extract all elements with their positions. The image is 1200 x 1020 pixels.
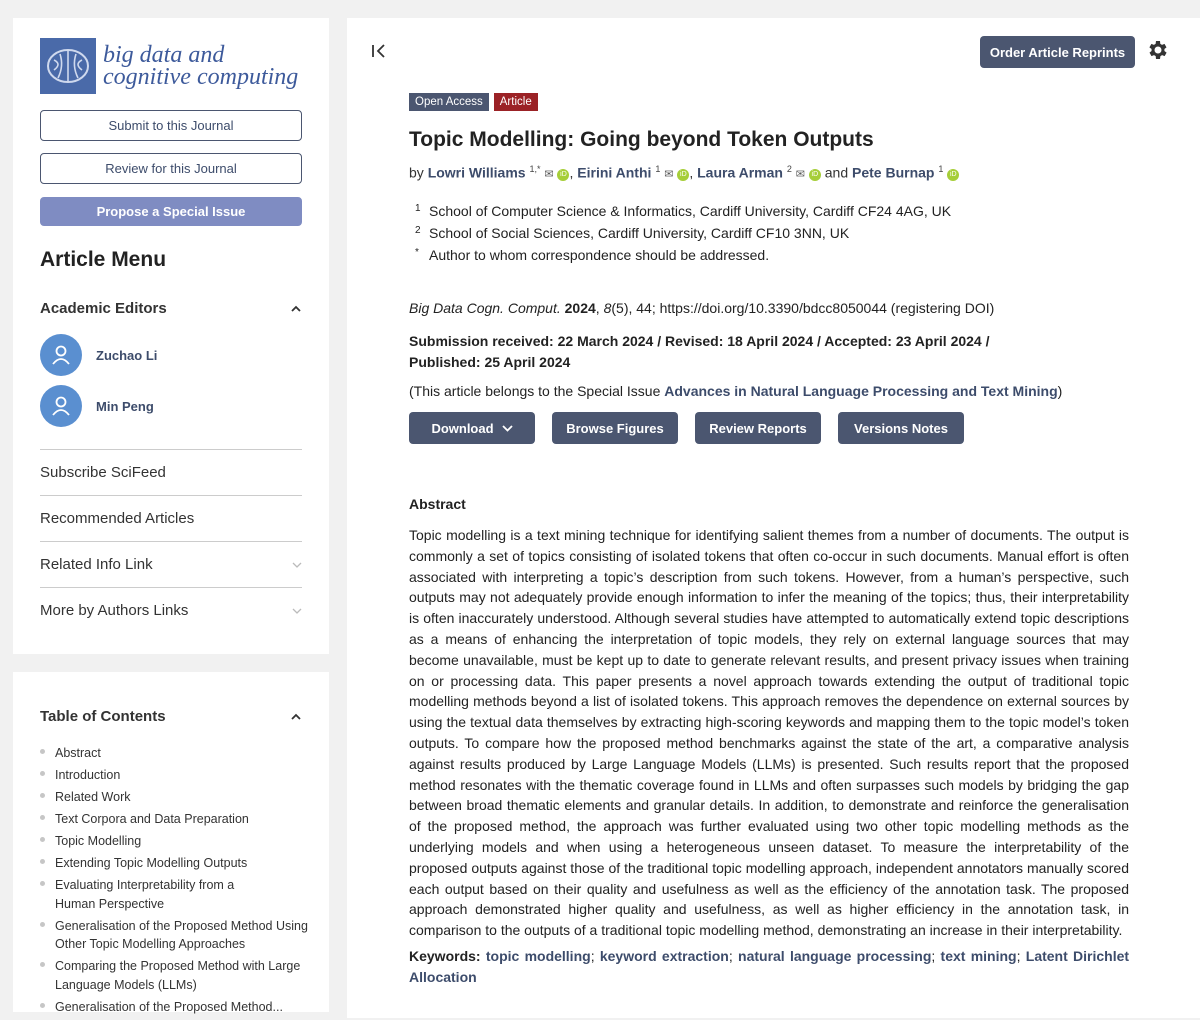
author-name[interactable]: Pete Burnap [852,164,935,181]
editor-item[interactable] [40,385,154,427]
citation-year: 2024 [564,300,596,316]
chevron-up-icon [290,713,302,721]
affiliations [409,203,1129,269]
side-link-label: Related Info Link [40,556,153,573]
article-main [347,18,1200,1018]
author-affiliation-mark: 1,* [529,164,541,174]
toc-item[interactable]: Comparing the Proposed Method with Large Language Models (LLMs) [40,957,322,994]
editor-name[interactable]: Zuchao Li [96,347,158,363]
citation-rest: (5), 44; https://doi.org/10.3390/bdcc8050044 (registering DOI) [611,300,995,316]
author-name[interactable]: Eirini Anthi [577,164,652,181]
brain-icon [40,38,96,94]
abstract-text: Topic modelling is a text mining technique for identifying salient themes from a number of documents. The output is commonly a set of topics consisting of isolated tokens that often co-occur in such documents. Manual effort is often associated with interpreting a topic’s description from such tokens. However, from a human’s perspective, such outputs may not adequately provide enough information to infer the meaning of the topics; thus, their interpretability is often inaccurately understood. Although several studies have attempted to automatically extend topic descriptions as a means of enhancing the interpretation of topic models, they rely on external language sources that may become unavailable, must be kept up to date to generate relevant results, and present privacy issues when training on or processing data. This paper presents a novel approach towards extending the output of traditional topic modelling methods beyond a list of isolated tokens. This approach removes the dependence on external sources by using the textual data themselves by extracting high-scoring keywords and mapping them to the topic model’s token outputs. To compare how the proposed method benchmarks against the state of the art, a comparative analysis against results produced by Large Language Models (LLMs) is presented. Such results report that the proposed method resonates with the thematic coverage found in LLMs and often surpasses such models by bridging the gap between broad thematic elements and granular details. In addition, to demonstrate and reinforce the generalisation of the proposed method, the approach was further evaluated using two other topic modelling methods as the underlying models and when using a heterogeneous unseen dataset. To measure the interpretability of the proposed outputs against those of the traditional topic modelling approach, independent annotators manually scored each output based on their quality and usefulness as well as the efficiency of the annotation task. The proposed approach demonstrated higher quality and usefulness, as well as higher efficiency in the annotation task, in comparison to the outputs of a traditional topic modelling method, demonstrating an increase in their interpretability. [409,527,1129,939]
review-reports-button[interactable]: Review Reports [695,412,821,444]
journal-logo[interactable] [40,38,298,94]
and-label: and [824,164,849,181]
keyword-link[interactable]: Latent Dirichlet Allocation [409,948,1130,985]
keyword-link[interactable]: text mining [940,948,1017,964]
orcid-icon[interactable]: iD [677,169,689,181]
chevron-down-icon [292,562,302,568]
author-affiliation-mark: 1 [655,164,661,174]
keyword-link[interactable]: keyword extraction [599,948,729,964]
mail-icon[interactable]: ✉ [664,168,674,181]
toc-title: Table of Contents [40,708,166,725]
editor-item[interactable] [40,334,157,376]
chevron-down-icon [292,608,302,614]
avatar-icon [40,385,82,427]
editor-name[interactable]: Min Peng [96,398,154,414]
mail-icon[interactable]: ✉ [795,168,805,181]
special-issue-note [409,383,1129,399]
chevron-down-icon [502,425,513,432]
keyword-link[interactable]: natural language processing [738,948,932,964]
by-label: by [409,164,424,181]
publication-dates: Submission received: 22 March 2024 / Revised: 18 April 2024 / Accepted: 23 April 2024 / Published: 25 April 2024 [409,333,990,370]
open-access-badge[interactable]: Open Access [409,93,489,111]
chevron-up-icon [290,305,302,313]
side-link-label: Subscribe SciFeed [40,464,166,481]
author-list: by Lowri Williams $^{1,*}$ ✉ iD , Eirini Anthi $^1$ ✉ iD , Laura Arman $^2$ ✉ iD and Pete Burnap $^1$ iD [409,164,1129,181]
review-journal-button[interactable]: Review for this Journal [40,153,302,184]
related-info-link[interactable] [40,541,302,587]
academic-editors-toggle[interactable] [40,300,302,317]
special-prefix: (This article belongs to the Special Issue [409,383,665,399]
toc-item[interactable]: Generalisation of the Proposed Method... [40,998,322,1017]
toc-item[interactable]: Extending Topic Modelling Outputs [40,854,322,873]
toc-item[interactable]: Related Work [40,788,322,807]
recommended-articles-link[interactable] [40,495,302,541]
toc-item[interactable]: Generalisation of the Proposed Method Using Other Topic Modelling Approaches [40,917,322,954]
side-link-label: More by Authors Links [40,602,189,619]
keywords: Keywords: topic modelling; keyword extraction; natural language processing; text mining; Latent Dirichlet Allocation [409,948,1130,985]
keywords-label: Keywords: [409,948,481,964]
article-menu-title: Article Menu [40,248,167,271]
journal-name-line1: big data and [103,42,225,68]
author-name[interactable]: Laura Arman [697,164,783,181]
affiliation-row [409,225,1129,241]
toc-toggle[interactable] [40,708,302,725]
table-of-contents-panel [13,672,329,1012]
citation-volume: 8 [603,300,612,316]
special-issue-link[interactable]: Advances in Natural Language Processing and Text Mining [664,383,1058,399]
submit-journal-button[interactable]: Submit to this Journal [40,110,302,141]
article-sidebar [13,18,329,654]
author-affiliation-mark: 1 [938,164,944,174]
order-reprints-button[interactable]: Order Article Reprints [980,36,1135,68]
affiliation-text: School of Social Sciences, Cardiff University, Cardiff CF10 3NN, UK [429,225,850,241]
propose-special-issue-button[interactable]: Propose a Special Issue [40,197,302,226]
special-suffix: ) [1057,383,1063,399]
versions-notes-button[interactable]: Versions Notes [838,412,964,444]
gear-icon[interactable] [1145,38,1169,67]
author-affiliation-mark: 2 [786,164,792,174]
citation-journal: Big Data Cogn. Comput. [409,300,561,316]
subscribe-scifeed-link[interactable] [40,449,302,495]
article-actions [409,412,1129,444]
collapse-sidebar-icon[interactable] [371,42,387,65]
download-label: Download [431,420,494,436]
toc-item[interactable]: Evaluating Interpretability from a Human Perspective [40,876,322,913]
toc-list [40,744,322,1020]
toc-item[interactable]: Abstract [40,744,322,763]
orcid-icon[interactable]: iD [557,169,569,181]
abstract-heading: Abstract [409,496,466,512]
orcid-icon[interactable]: iD [809,169,821,181]
affiliation-row [409,247,1129,263]
mail-icon[interactable]: ✉ [544,168,554,181]
academic-editors-heading: Academic Editors [40,300,167,317]
browse-figures-button[interactable]: Browse Figures [552,412,678,444]
toc-item[interactable]: Text Corpora and Data Preparation [40,810,322,829]
affiliation-number: 1 [415,203,421,214]
affiliation-number: 2 [415,225,421,236]
toc-item[interactable]: Topic Modelling [40,832,322,851]
more-by-authors-link[interactable] [40,587,302,633]
affiliation-row [409,203,1129,219]
avatar-icon [40,334,82,376]
article-type-badge: Article [494,93,538,111]
download-button[interactable] [409,412,535,444]
article-title: Topic Modelling: Going beyond Token Outputs [409,128,874,151]
affiliation-text: School of Computer Science & Informatics, Cardiff University, Cardiff CF24 4AG, UK [429,203,952,219]
keyword-link[interactable]: topic modelling [485,948,591,964]
journal-name-line2: cognitive computing [103,64,299,90]
citation: Big Data Cogn. Comput. 2024, 8(5), 44; https://doi.org/10.3390/bdcc8050044 (registering DOI) [409,300,995,316]
affiliation-number: * [415,247,419,258]
author-name[interactable]: Lowri Williams [427,164,526,181]
toc-item[interactable]: Introduction [40,766,322,785]
orcid-icon[interactable]: iD [947,169,959,181]
side-link-label: Recommended Articles [40,510,195,527]
affiliation-text: Author to whom correspondence should be addressed. [429,247,770,263]
